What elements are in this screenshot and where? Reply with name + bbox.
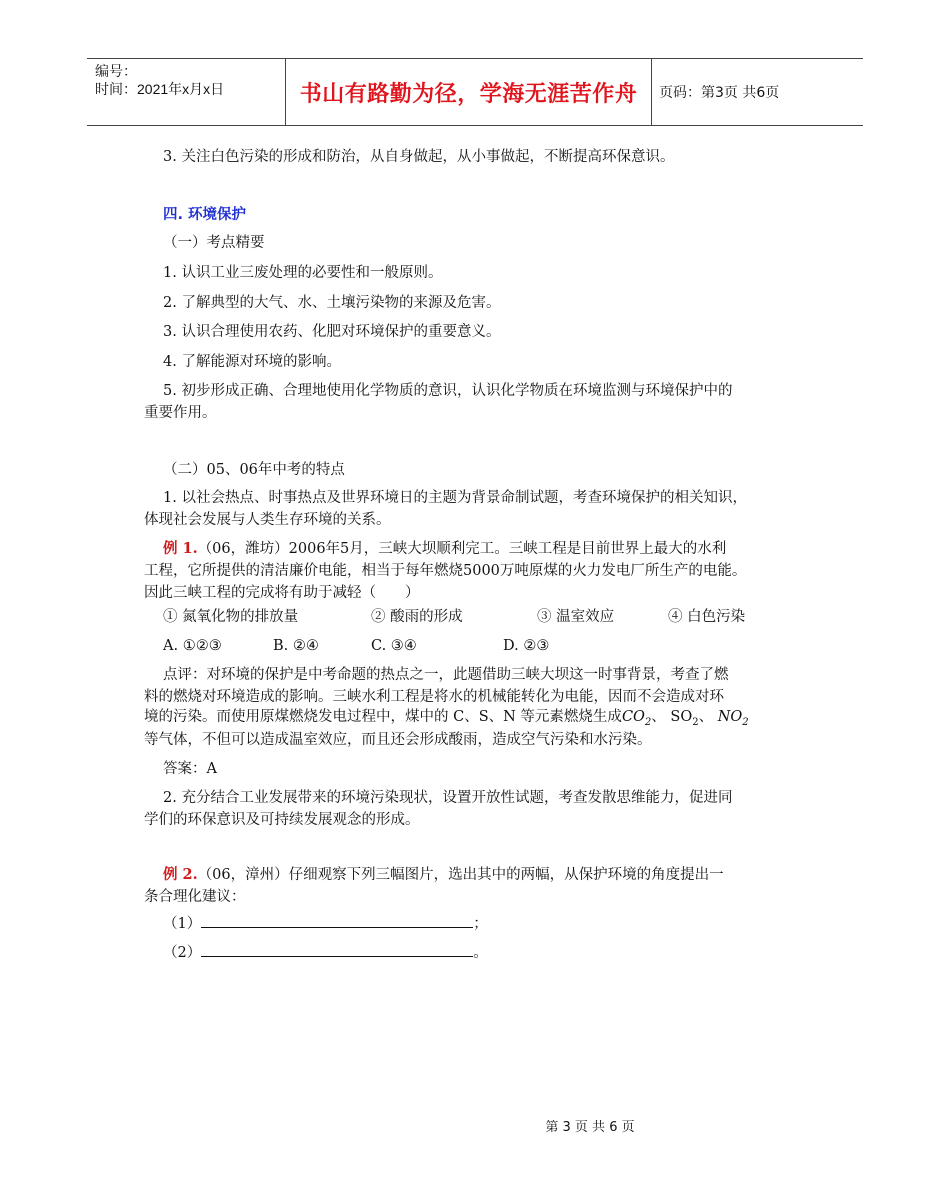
example-2-text: （06，漳州）仔细观察下列三幅图片，选出其中的两幅，从保护环境的角度提出一 <box>197 867 724 883</box>
page-footer: 第 3 页 共 6 页 <box>545 1120 635 1135</box>
header-page-info: 页码：第3页 共6页 <box>659 85 780 101</box>
subsection-1: （一）考点精要 <box>163 235 265 251</box>
key-point-2: 2. 了解典型的大气、水、土壤污染物的来源及危害。 <box>163 295 501 311</box>
blank-2-suffix: 。 <box>473 945 488 961</box>
key-point-3: 3. 认识合理使用农药、化肥对环境保护的重要意义。 <box>163 324 501 340</box>
example-1-line1 <box>163 538 726 560</box>
key-point-1: 1. 认识工业三废处理的必要性和一般原则。 <box>163 265 443 281</box>
key-point-4: 4. 了解能源对环境的影响。 <box>163 354 341 370</box>
code-label: 编号： <box>95 63 137 79</box>
key-point-5-line2: 重要作用。 <box>144 405 217 421</box>
formula-no2: $NO_2$ <box>717 709 749 728</box>
section-title: 四. 环境保护 <box>163 207 247 223</box>
option-3: ③ 温室效应 <box>537 609 615 625</box>
example-1-text: （06，潍坊）2006年5月，三峡大坝顺利完工。三峡工程是目前世界上最大的水利 <box>197 541 727 557</box>
example-1-line2: 工程，它所提供的清洁廉价电能，相当于每年燃烧5000万吨原煤的火力发电厂所生产的电能。 <box>144 563 747 579</box>
sep-1: 、 <box>651 709 666 725</box>
key-point-5-line1: 5. 初步形成正确、合理地使用化学物质的意识，认识化学物质在环境监测与环境保护中的 <box>163 383 733 399</box>
review-line4: 等气体，不但可以造成温室效应，而且还会形成酸雨，造成空气污染和水污染。 <box>144 732 652 748</box>
answer-blank-1 <box>163 913 488 935</box>
answer: 答案：A <box>163 761 217 777</box>
feature-1-line2: 体现社会发展与人类生存环境的关系。 <box>144 512 391 528</box>
example-2-label: 例 2. <box>163 866 198 883</box>
choice-b: B. ②④ <box>273 638 319 654</box>
blank-2-prefix: （2） <box>163 945 202 961</box>
formula-so2: $SO_2$ <box>670 709 699 728</box>
page-header <box>87 58 863 126</box>
date-line: 时间：2021年x月x日 <box>95 81 225 97</box>
choice-c: C. ③④ <box>371 638 417 654</box>
choice-d: D. ②③ <box>503 638 550 654</box>
option-1: ① 氮氧化物的排放量 <box>163 609 299 625</box>
blank-1-prefix: （1） <box>163 916 202 932</box>
blank-2-line[interactable] <box>201 942 473 957</box>
example-2-line2: 条合理化建议： <box>144 889 246 905</box>
answer-blank-2 <box>163 942 488 964</box>
example-1-label: 例 1. <box>163 540 198 557</box>
feature-1-line1: 1. 以社会热点、时事热点及世界环境日的主题为背景命制试题，考查环境保护的相关知识， <box>163 490 747 506</box>
review-line2: 料的燃烧对环境造成的影响。三峡水利工程是将水的机械能转化为电能，因而不会造成对环 <box>144 689 724 705</box>
header-motto: 书山有路勤为径，学海无涯苦作舟 <box>285 59 652 125</box>
prev-item-3: 3. 关注白色污染的形成和防治，从自身做起，从小事做起，不断提高环保意识。 <box>163 149 675 165</box>
feature-2-line2: 学们的环保意识及可持续发展观念的形成。 <box>144 812 420 828</box>
blank-1-line[interactable] <box>201 913 473 928</box>
option-4: ④ 白色污染 <box>668 609 746 625</box>
header-meta <box>95 59 285 125</box>
example-2-line1 <box>163 864 724 886</box>
formula-co2: $CO_2$ <box>621 709 652 728</box>
choice-a: A. ①②③ <box>163 638 222 654</box>
blank-1-suffix: ； <box>473 916 488 932</box>
option-2: ② 酸雨的形成 <box>371 609 463 625</box>
example-1-line3: 因此三峡工程的完成将有助于减轻（ ） <box>144 585 420 601</box>
sep-2: 、 <box>698 709 714 725</box>
review-line1: 点评：对环境的保护是中考命题的热点之一，此题借助三峡大坝这一时事背景，考查了燃 <box>163 667 729 683</box>
feature-2-line1: 2. 充分结合工业发展带来的环境污染现状，设置开放性试题，考查发散思维能力，促进同 <box>163 790 733 806</box>
subsection-2: （二）05、06年中考的特点 <box>163 462 345 478</box>
review-line3-text: 境的污染。而使用原煤燃烧发电过程中，煤中的 C、S、N 等元素燃烧生成 <box>144 709 622 725</box>
